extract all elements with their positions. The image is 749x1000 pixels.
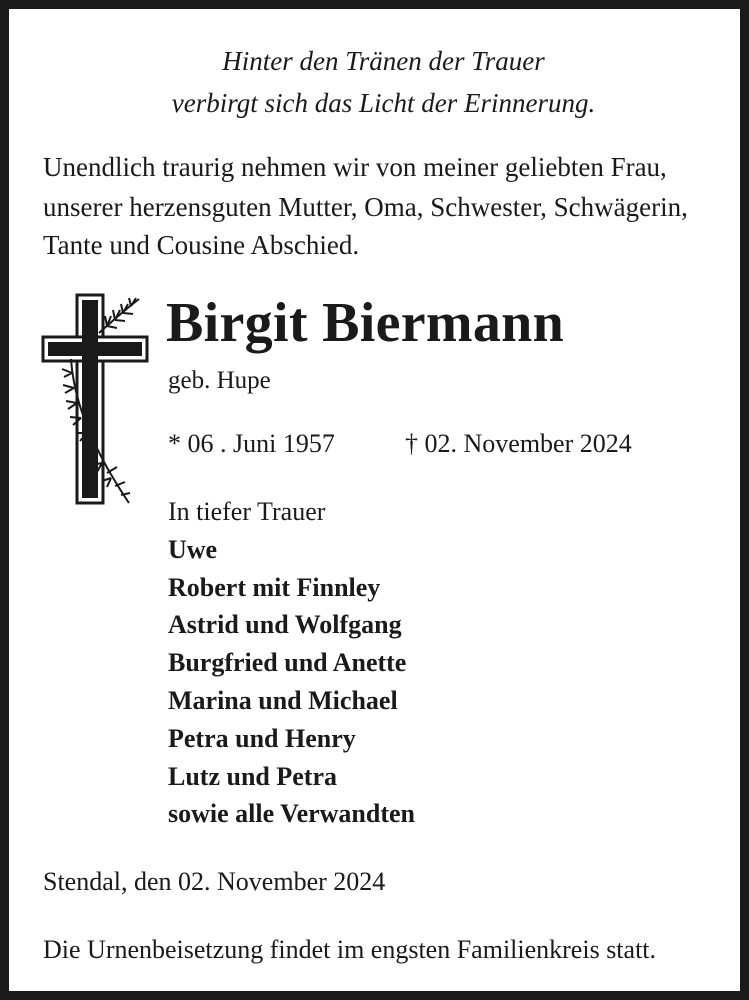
place-and-date: Stendal, den 02. November 2024 bbox=[43, 867, 386, 896]
birth-date: * 06 . Juni 1957 bbox=[168, 429, 335, 458]
mourner-name: Robert mit Finnley bbox=[168, 573, 381, 602]
mourner-name: Petra und Henry bbox=[168, 724, 356, 753]
burial-note: Die Urnenbeisetzung findet im engsten Familienkreis statt. bbox=[43, 935, 657, 964]
mourning-heading: In tiefer Trauer bbox=[168, 497, 326, 526]
mourner-name: Uwe bbox=[168, 535, 218, 564]
cross-with-palm-branches-icon bbox=[41, 293, 151, 508]
motto-line-1: Hinter den Tränen der Trauer bbox=[222, 46, 545, 76]
maiden-name: geb. Hupe bbox=[168, 367, 271, 394]
mourner-name: Astrid und Wolfgang bbox=[168, 610, 402, 639]
mourner-name: sowie alle Verwandten bbox=[168, 799, 415, 828]
intro-line-2: unserer herzensguten Mutter, Oma, Schwester, Schwägerin, bbox=[43, 192, 688, 222]
deceased-name: Birgit Biermann bbox=[166, 292, 565, 354]
intro-line-3: Tante und Cousine Abschied. bbox=[43, 230, 360, 260]
mourner-name: Burgfried und Anette bbox=[168, 648, 407, 677]
death-date: † 02. November 2024 bbox=[405, 429, 632, 458]
motto-line-2: verbirgt sich das Licht der Erinnerung. bbox=[171, 88, 596, 118]
intro-line-1: Unendlich traurig nehmen wir von meiner geliebten Frau, bbox=[43, 152, 667, 182]
mourner-name: Lutz und Petra bbox=[168, 762, 337, 791]
mourner-name: Marina und Michael bbox=[168, 686, 398, 715]
